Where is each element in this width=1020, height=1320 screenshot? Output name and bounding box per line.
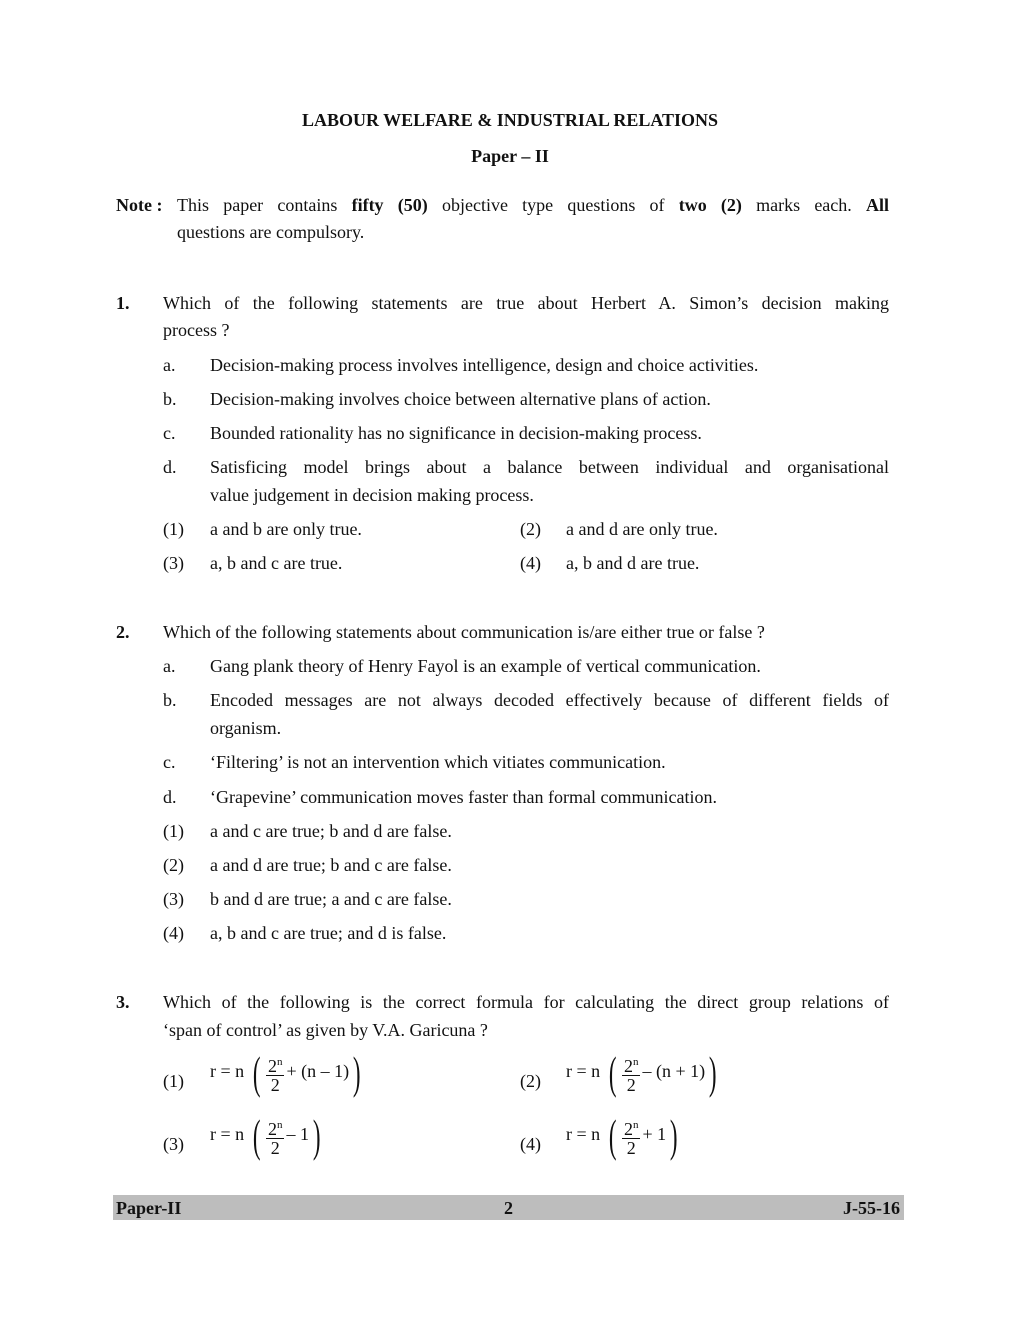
question-number: 2. (116, 622, 130, 642)
option-key[interactable]: (3) (163, 553, 184, 573)
statement-key: b. (163, 690, 177, 710)
formula-option-4[interactable]: r = n ( $\frac{2^n}{2}$ + 1) (566, 1110, 678, 1161)
statement-text: Gang plank theory of Henry Fayol is an example of vertical communication. (210, 656, 761, 676)
statement-text: Decision-making involves choice between alternative plans of action. (210, 389, 711, 409)
option-key[interactable]: (3) (163, 1134, 184, 1154)
statement-text: Decision-making process involves intelligence, design and choice activities. (210, 355, 759, 375)
option-key[interactable]: (1) (163, 519, 184, 539)
option-key[interactable]: (2) (163, 855, 184, 875)
page-number: 2 (504, 1198, 513, 1218)
option-text[interactable]: b and d are true; a and c are false. (210, 889, 452, 909)
option-text[interactable]: a, b and c are true; and d is false. (210, 923, 447, 943)
note-line-1: This paper contains fifty (50) objective type questions of two (2) marks each. All (177, 195, 890, 215)
option-key[interactable]: (4) (163, 923, 184, 943)
note-line-2: questions are compulsory. (177, 222, 365, 242)
option-key[interactable]: (4) (520, 553, 541, 573)
option-key[interactable]: (2) (520, 1071, 541, 1091)
formula-option-3[interactable]: r = n ( $\frac{2^n}{2}$ – 1) (210, 1110, 321, 1161)
option-key[interactable]: (2) (520, 519, 541, 539)
question-number: 3. (116, 992, 130, 1012)
option-text[interactable]: a and d are true; b and c are false. (210, 855, 452, 875)
page-title: LABOUR WELFARE & INDUSTRIAL RELATIONS (301, 110, 719, 130)
footer-code: J-55-16 (843, 1198, 900, 1218)
option-key[interactable]: (1) (163, 821, 184, 841)
question-text-cont: process ? (163, 320, 230, 340)
question-text-cont: ‘span of control’ as given by V.A. Garicuna ? (163, 1020, 488, 1040)
statement-key: a. (163, 656, 176, 676)
option-text[interactable]: a and d are only true. (566, 519, 718, 539)
statement-text: Encoded messages are not always decoded effectively because of different fields of (210, 690, 889, 710)
statement-text: Bounded rationality has no significance in decision-making process. (210, 423, 702, 443)
statement-text-cont: organism. (210, 718, 282, 738)
option-text[interactable]: a, b and d are true. (566, 553, 700, 573)
option-key[interactable]: (1) (163, 1071, 184, 1091)
option-key[interactable]: (4) (520, 1134, 541, 1154)
question-text: Which of the following statements are true about Herbert A. Simon’s decision making (163, 293, 889, 313)
statement-key: c. (163, 423, 176, 443)
option-text[interactable]: a and b are only true. (210, 519, 362, 539)
statement-key: c. (163, 752, 176, 772)
question-text: Which of the following is the correct formula for calculating the direct group relations of (163, 992, 889, 1012)
option-key[interactable]: (3) (163, 889, 184, 909)
option-text[interactable]: a and c are true; b and d are false. (210, 821, 452, 841)
statement-text: ‘Filtering’ is not an intervention which vitiates communication. (210, 752, 666, 772)
paper-subtitle: Paper – II (471, 146, 549, 166)
statement-key: a. (163, 355, 176, 375)
footer-paper-label: Paper-II (116, 1198, 182, 1218)
statement-key: d. (163, 457, 177, 477)
question-text: Which of the following statements about communication is/are either true or false ? (163, 622, 765, 642)
formula-option-1[interactable]: r = n ( $\frac{2^n}{2}$ + (n – 1)) (210, 1047, 361, 1098)
footer-bar (113, 1195, 904, 1220)
formula-option-2[interactable]: r = n ( $\frac{2^n}{2}$ – (n + 1)) (566, 1047, 717, 1098)
note-label: Note : (116, 195, 163, 215)
statement-text: ‘Grapevine’ communication moves faster than formal communication. (210, 787, 717, 807)
option-text[interactable]: a, b and c are true. (210, 553, 343, 573)
statement-text-cont: value judgement in decision making process. (210, 485, 534, 505)
statement-key: b. (163, 389, 177, 409)
statement-text: Satisficing model brings about a balance between individual and organisational (210, 457, 889, 477)
question-number: 1. (116, 293, 130, 313)
statement-key: d. (163, 787, 177, 807)
